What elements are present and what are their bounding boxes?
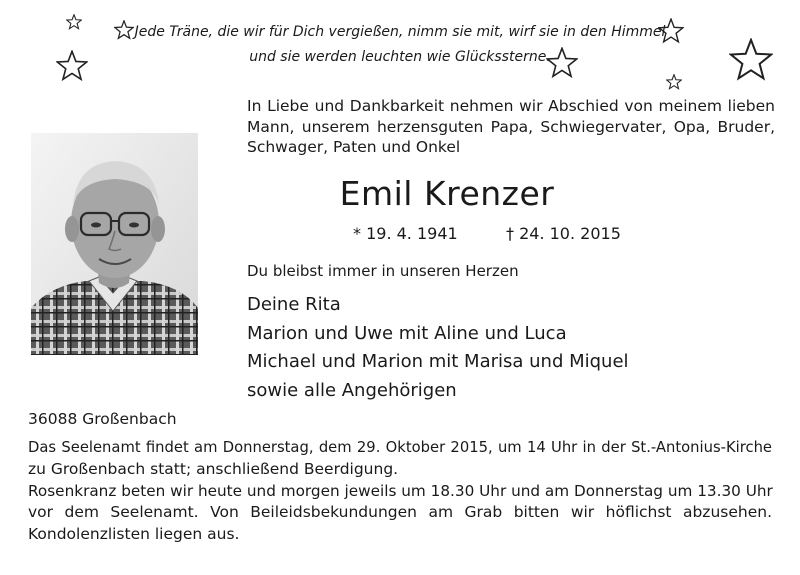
notice-line: Das Seelenamt findet am Donnerstag, dem 29. Oktober 2015, um 14 Uhr in der St.-Antonius-Kirche: [28, 439, 772, 456]
place-line: 36088 Großenbach: [28, 410, 177, 428]
mourner-line: Deine Rita: [247, 294, 341, 315]
notice-line: zu Großenbach statt; anschließend Beerdigung.: [28, 459, 399, 478]
birth-date: * 19. 4. 1941: [353, 224, 458, 243]
notice-line: Rosenkranz beten wir heute und morgen jeweils um 18.30 Uhr und am Donnerstag um 13.30 Uhr: [28, 481, 773, 500]
poem-line-2: und sie werden leuchten wie Glückssterne.: [249, 49, 551, 65]
intro-text: [247, 96, 775, 158]
star-icon: [666, 74, 682, 90]
intro-line: In Liebe und Dankbarkeit nehmen wir Abschied von meinem lieben: [247, 97, 775, 115]
service-notice: [28, 437, 772, 546]
poem-line-1: Jede Träne, die wir für Dich vergießen, nimm sie mit, wirf sie in den Himmel: [134, 24, 666, 40]
notice-line: Kondolenzlisten liegen aus.: [28, 525, 240, 544]
mourner-line: Michael und Marion mit Marisa und Miquel: [247, 351, 629, 372]
death-date: † 24. 10. 2015: [506, 224, 621, 243]
deceased-name: Emil Krenzer: [339, 174, 555, 213]
mourner-line: Marion und Uwe mit Aline und Luca: [247, 322, 567, 344]
portrait-photo: [31, 133, 198, 355]
intro-line: Mann, unserem herzensguten Papa, Schwiegervater, Opa, Bruder,: [247, 117, 775, 136]
tagline: Du bleibst immer in unseren Herzen: [247, 262, 519, 280]
mourner-line: sowie alle Angehörigen: [247, 379, 457, 401]
notice-line: vor dem Seelenamt. Von Beileidsbekundungen am Grab bitten wir höflichst abzusehen.: [28, 503, 772, 522]
mourners-list: [247, 291, 629, 405]
intro-line: Schwager, Paten und Onkel: [247, 138, 461, 156]
